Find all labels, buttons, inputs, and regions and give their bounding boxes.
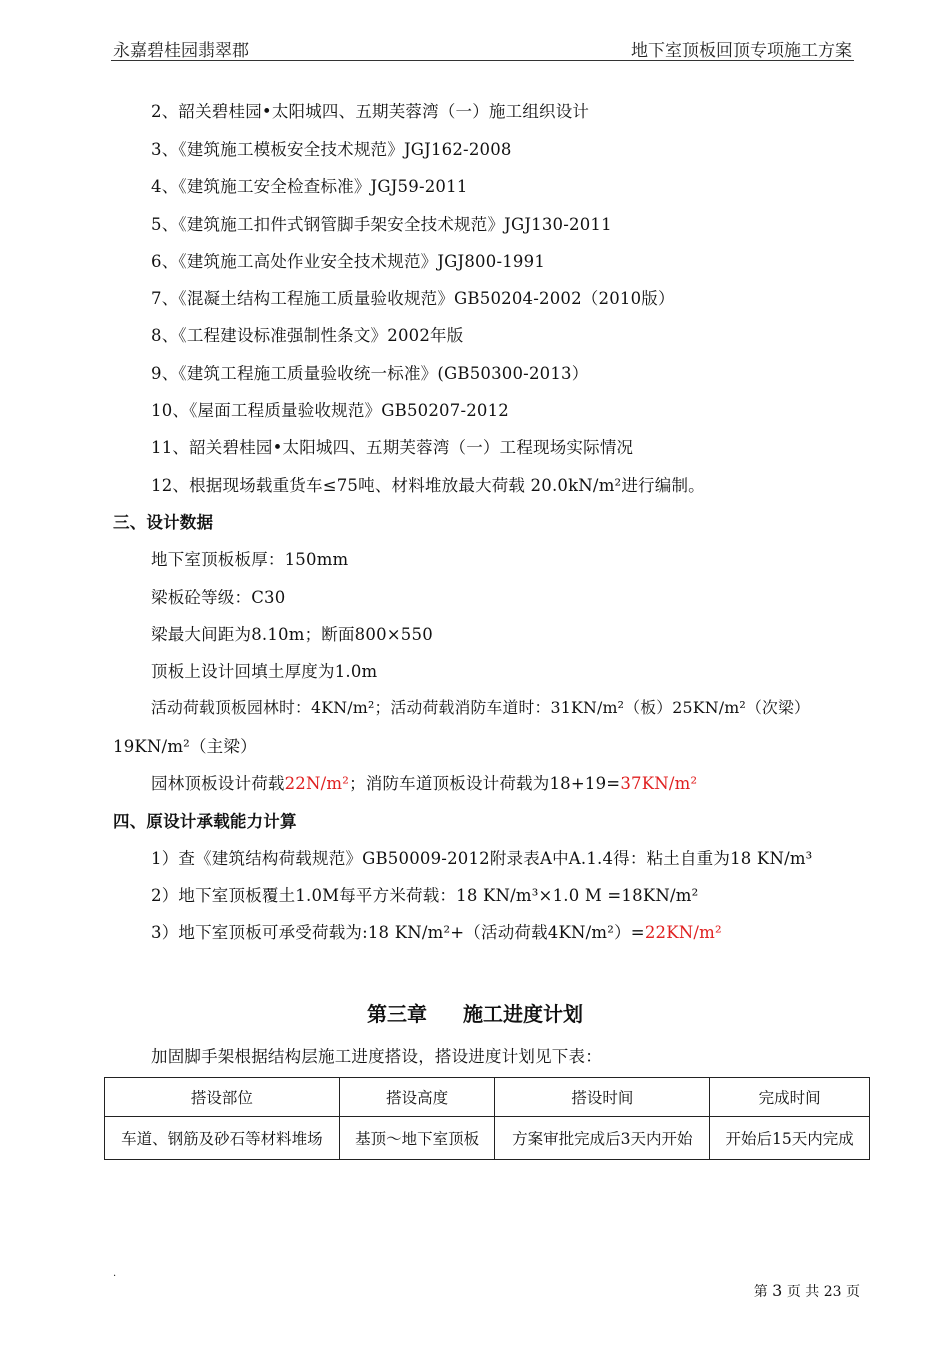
chapter-number: 第三章 xyxy=(367,1002,427,1026)
reference-item: 10、《屋面工程质量验收规范》GB50207-2012 xyxy=(151,401,510,420)
page-footer xyxy=(754,1281,860,1301)
design-data-line: 19KN/m²（主梁） xyxy=(113,737,257,756)
design-load-line xyxy=(151,770,697,794)
capacity-line3-prefix: 3）地下室顶板可承受荷载为:18 KN/m²+（活动荷载4KN/m²）= xyxy=(151,923,645,942)
header-divider xyxy=(111,60,854,61)
chapter-title xyxy=(0,998,950,1027)
footer-prefix: 第 xyxy=(753,1284,768,1300)
footer-middle: 页 共 xyxy=(786,1284,820,1300)
design-data-line: 活动荷载顶板园林时：4KN/m²；活动荷载消防车道时：31KN/m²（板）25KN/m²（次梁） xyxy=(151,698,810,717)
design-data-line: 地下室顶板板厚：150mm xyxy=(151,550,349,569)
fire-load-value: 37KN/m² xyxy=(620,774,698,793)
reference-item: 4、《建筑施工安全检查标准》JGJ59-2011 xyxy=(151,177,468,196)
current-page-number: 3 xyxy=(772,1281,783,1300)
section-heading-design-data: 三、设计数据 xyxy=(113,513,214,532)
reference-item: 7、《混凝土结构工程施工质量验收规范》GB50204-2002（2010版） xyxy=(151,289,675,308)
reference-item: 8、《工程建设标准强制性条文》2002年版 xyxy=(151,326,464,345)
garden-load-value: 22N/m² xyxy=(284,774,350,793)
table-header-cell: 搭设高度 xyxy=(339,1078,495,1117)
total-pages: 23 xyxy=(823,1284,842,1300)
table-row xyxy=(105,1117,870,1160)
reference-item: 3、《建筑施工模板安全技术规范》JGJ162-2008 xyxy=(151,140,512,159)
capacity-line xyxy=(151,919,722,943)
design-data-line: 梁板砼等级：C30 xyxy=(151,588,286,607)
capacity-line3-value: 22KN/m² xyxy=(644,923,722,942)
capacity-line: 1）查《建筑结构荷载规范》GB50009-2012附录表A中A.1.4得：粘土自重为18 KN/m³ xyxy=(151,849,813,868)
fire-load-expression: 18+19= xyxy=(549,774,621,793)
reference-item: 9、《建筑工程施工质量验收统一标准》(GB50300-2013） xyxy=(151,364,589,383)
table-cell: 方案审批完成后3天内开始 xyxy=(495,1117,710,1160)
capacity-line: 2）地下室顶板覆土1.0M每平方米荷载：18 KN/m³×1.0 M =18KN/m² xyxy=(151,886,699,905)
reference-item: 5、《建筑施工扣件式钢管脚手架安全技术规范》JGJ130-2011 xyxy=(151,215,612,234)
table-header-cell: 搭设时间 xyxy=(495,1078,710,1117)
table-header-row xyxy=(105,1078,870,1117)
header-right-title: 地下室顶板回顶专项施工方案 xyxy=(631,41,852,61)
table-header-cell: 搭设部位 xyxy=(105,1078,340,1117)
footer-dot: . xyxy=(113,1268,117,1279)
design-data-line: 顶板上设计回填土厚度为1.0m xyxy=(151,662,378,681)
reference-item: 2、韶关碧桂园•太阳城四、五期芙蓉湾（一）施工组织设计 xyxy=(151,102,590,121)
reference-item: 11、韶关碧桂园•太阳城四、五期芙蓉湾（一）工程现场实际情况 xyxy=(151,438,634,457)
design-load-prefix: 园林顶板设计荷载 xyxy=(151,774,285,793)
footer-suffix: 页 xyxy=(846,1284,860,1300)
design-data-line: 梁最大间距为8.10m；断面800×550 xyxy=(151,625,433,644)
chapter-name: 施工进度计划 xyxy=(463,1002,583,1026)
table-cell: 基顶～地下室顶板 xyxy=(339,1117,495,1160)
schedule-table xyxy=(104,1077,870,1160)
section-heading-capacity: 四、原设计承载能力计算 xyxy=(113,812,297,831)
design-load-middle: ；消防车道顶板设计荷载为 xyxy=(349,774,550,793)
header-left-title: 永嘉碧桂园翡翠郡 xyxy=(113,41,249,61)
table-cell: 开始后15天内完成 xyxy=(710,1117,870,1160)
chapter-intro: 加固脚手架根据结构层施工进度搭设，搭设进度计划见下表： xyxy=(151,1047,602,1066)
reference-item: 6、《建筑施工高处作业安全技术规范》JGJ800-1991 xyxy=(151,252,546,271)
reference-item: 12、根据现场载重货车≤75吨、材料堆放最大荷载 20.0kN/m²进行编制。 xyxy=(151,476,705,495)
table-header-cell: 完成时间 xyxy=(710,1078,870,1117)
table-cell: 车道、钢筋及砂石等材料堆场 xyxy=(105,1117,340,1160)
